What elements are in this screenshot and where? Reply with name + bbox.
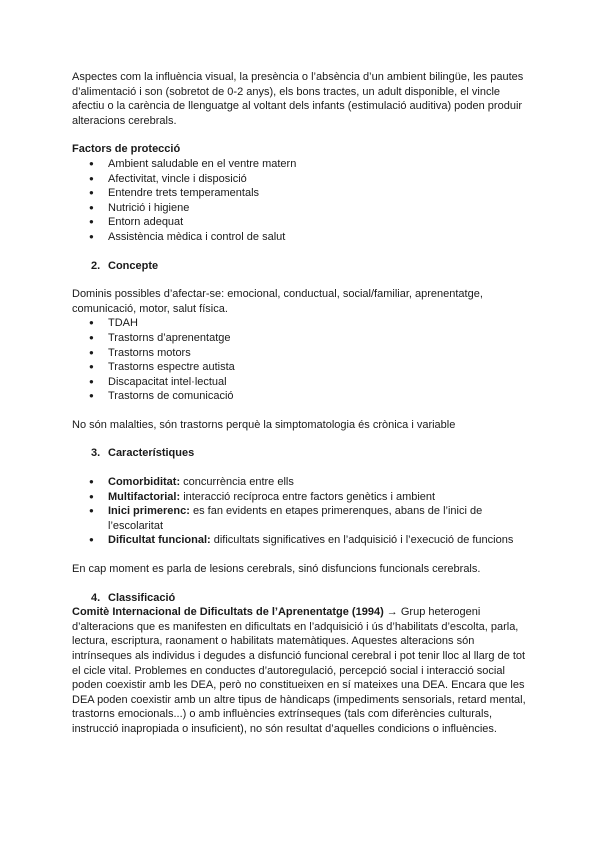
spacer — [72, 245, 528, 259]
spacer — [72, 548, 528, 562]
term: Comorbiditat: — [108, 476, 181, 489]
list-item: ● Trastorns motors — [72, 346, 528, 361]
spacer — [72, 273, 528, 287]
protection-title: Factors de protecció — [72, 143, 181, 156]
spacer — [72, 461, 528, 475]
section-4-text — [72, 605, 528, 736]
list-item: ● Entendre trets temperamentals — [72, 186, 528, 201]
section-2-list — [72, 316, 528, 404]
section-3-list — [72, 475, 528, 548]
spacer — [72, 577, 528, 591]
list-item: ● TDAH — [72, 316, 528, 331]
list-item: ● Afectivitat, vincle i disposició — [72, 172, 528, 187]
section-2-heading — [72, 259, 528, 274]
section-4-heading — [72, 591, 528, 606]
term: Dificultat funcional: — [108, 534, 211, 547]
description: concurrència entre ells — [183, 476, 294, 489]
list-item: ● Trastorns espectre autista — [72, 360, 528, 375]
section-title: Característiques — [108, 447, 195, 460]
list-item: ● Trastorns d’aprenentatge — [72, 331, 528, 346]
list-item: ● Entorn adequat — [72, 215, 528, 230]
description: interacció recíproca entre factors genètics i ambient — [183, 490, 436, 503]
description: es fan evidents en etapes primerenques, abans de l’inici de l’escolaritat — [108, 505, 483, 532]
committee-name: Comitè Internacional de Dificultats de l’Aprenentatge (1994) — [72, 606, 384, 619]
list-item — [72, 533, 528, 548]
term: Multifactorial: — [108, 490, 181, 503]
spacer — [72, 128, 528, 142]
section-title: Concepte — [108, 259, 159, 272]
section-3-note: En cap moment es parla de lesions cerebrals, sinó disfuncions funcionals cerebrals. — [72, 563, 481, 576]
intro-paragraph: Aspectes com la influència visual, la presència o l’absència d’un ambient bilingüe, les pautes d’alimentació i son (sobretot de 0-2 anys), els bons tractes, un adult disponible, el vincle afectiu o la carència de llenguatge al voltant dels infants (estimulació auditiva) poden produir alteracions cerebrals. — [72, 71, 524, 127]
protection-list — [72, 157, 528, 245]
spacer — [72, 404, 528, 418]
list-item: ● Trastorns de comunicació — [72, 389, 528, 404]
section-title: Classificació — [108, 591, 176, 604]
section-2-text: Dominis possibles d’afectar-se: emocional, conductual, social/familiar, aprenentatge, comunicació, motor, salut física. — [72, 288, 483, 315]
spacer — [72, 432, 528, 446]
description: dificultats significatives en l’adquisició i l’execució de funcions — [213, 534, 514, 547]
list-item — [72, 490, 528, 505]
section-number: 4. — [91, 591, 101, 604]
section-3-heading — [72, 446, 528, 461]
list-item: ● Nutrició i higiene — [72, 201, 528, 216]
section-number: 2. — [91, 259, 101, 272]
list-item: ● Discapacitat intel·lectual — [72, 375, 528, 390]
document-page — [72, 70, 528, 737]
list-item: ● Assistència mèdica i control de salut — [72, 230, 528, 245]
section-number: 3. — [91, 447, 101, 460]
section-2-note: No són malalties, són trastorns perquè la simptomatologia és crònica i variable — [72, 418, 456, 431]
classification-text: → Grup heterogeni d’alteracions que es manifesten en dificultats en l’adquisició i ús d’habilitats d’escolta, parla, lectura, escriptura, raonament o habilitats matemàtiques. Aquestes alteracions són intrínseques als individus i degudes a disfunció funcional cerebral i pot tenir lloc al llarg de tot el cicle vital. Problemes en conductes d’autoregulació, percepció social i interacció social poden coexistir amb les DEA, però no constitueixen en sí mateixes una DEA. Encara que les DEA poden coexistir amb un altre tipus de hàndicaps (impediments sensorials, retard mental, trastorns emocionals...) o amb influències extrínseques (tals com diferències culturals, instrucció inapropiada o insuficient), no són resultat d’aquelles condicions o influències. — [72, 606, 526, 735]
term: Inici primerenc: — [108, 505, 190, 518]
list-item — [72, 504, 528, 533]
list-item: ● Ambient saludable en el ventre matern — [72, 157, 528, 172]
list-item — [72, 475, 528, 490]
